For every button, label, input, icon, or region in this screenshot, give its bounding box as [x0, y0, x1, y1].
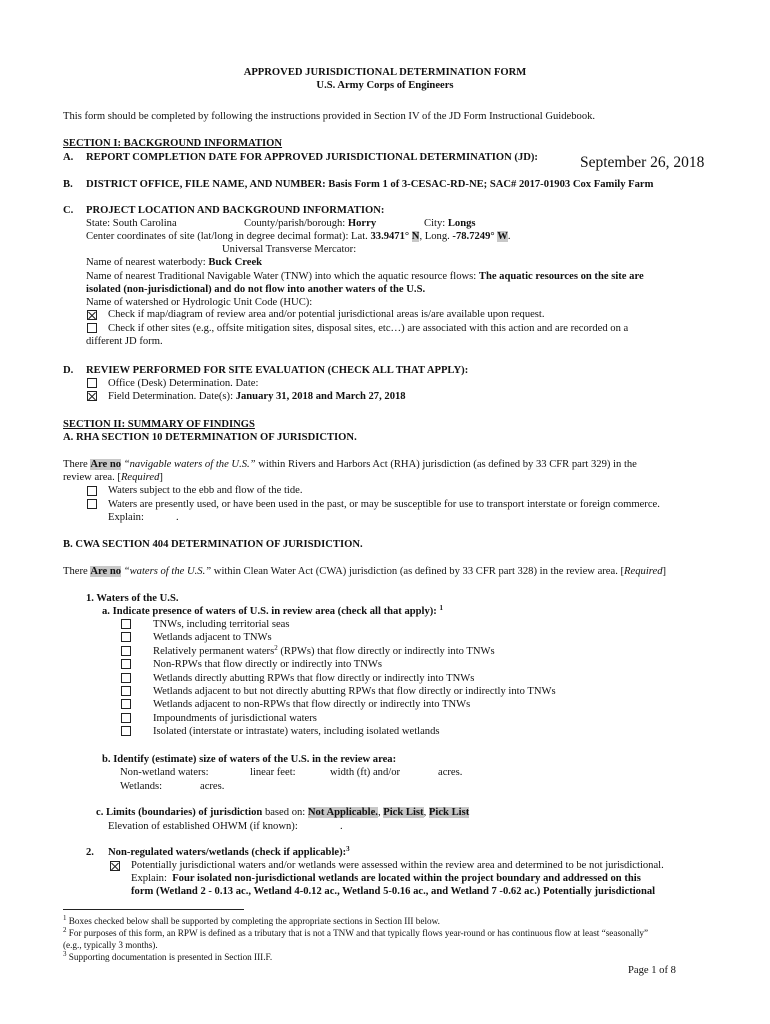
footnote-2-text: For purposes of this form, an RPW is defined as a tributary that is not a TNW and that typically flows year-round or has continuous flow at least “seasonally”: [66, 928, 649, 938]
footnote-3-text: Supporting documentation is presented in Section III.F.: [66, 952, 273, 962]
item2-explain-label: Explain:: [131, 873, 167, 884]
long-value[interactable]: -78.7249°: [452, 231, 495, 242]
field-dates-value[interactable]: January 31, 2018 and March 27, 2018: [235, 391, 406, 402]
item2-heading: [108, 846, 350, 859]
tnw-value-2[interactable]: isolated (non-jurisdictional) and do not flow into another waters of the U.S.: [86, 284, 426, 295]
rha-select[interactable]: Are no: [90, 459, 122, 470]
rpw-option-rest: (RPWs) that flow directly or indirectly into TNWs: [277, 646, 495, 657]
rha-tide-checkbox[interactable]: [87, 486, 97, 496]
item1a-text: a. Indicate presence of waters of U.S. in review area (check all that apply):: [102, 606, 437, 617]
state-value[interactable]: South Carolina: [112, 218, 177, 229]
item2-explain-text-2[interactable]: form (Wetland 2 - 0.13 ac., Wetland 4-0.12 ac., Wetland 5-0.16 ac., and Wetland 7 -0.62 ac.) Potentially jurisdictional: [131, 886, 656, 897]
other-sites-label: Check if other sites (e.g., offsite mitigation sites, disposal sites, etc…) are associated with this action and are recorded on a: [108, 323, 629, 334]
waters-option-label: [153, 698, 470, 711]
waters-option-text: Isolated (interstate or intrastate) waters, including isolated wetlands: [153, 726, 440, 737]
other-sites-label-cont: different JD form.: [86, 336, 163, 347]
rha-heading: A. RHA SECTION 10 DETERMINATION OF JURISDICTION.: [63, 432, 357, 443]
map-available-label: Check if map/diagram of review area and/or potential jurisdictional areas is/are available upon request.: [108, 309, 545, 320]
nonwetland-label: Non-wetland waters:: [120, 767, 209, 778]
item2-text: Non-regulated waters/wetlands (check if applicable):: [108, 847, 347, 858]
city-label: City:: [424, 218, 446, 229]
waters-option-text: TNWs, including territorial seas: [153, 619, 290, 630]
county-value[interactable]: Horry: [347, 218, 377, 229]
limits-select-1[interactable]: Not Applicable.: [307, 807, 378, 818]
form-title: APPROVED JURISDICTIONAL DETERMINATION FORM: [243, 67, 527, 78]
long-direction[interactable]: W: [497, 231, 508, 242]
item2-explain-text-1[interactable]: Four isolated non-jurisdictional wetlands are located within the project boundary and addressed on this: [172, 873, 641, 884]
city-value[interactable]: Longs: [447, 218, 476, 229]
long-label: , Long.: [419, 231, 450, 242]
other-sites-checkbox[interactable]: [87, 323, 97, 333]
tnw-label: Name of nearest Traditional Navigable Water (TNW) into which the aquatic resource flows:: [86, 271, 477, 282]
waters-option-label: [153, 672, 474, 685]
field-determination-checkbox[interactable]: [87, 391, 97, 401]
waters-option-text: Wetlands directly abutting RPWs that flow directly or indirectly into TNWs: [153, 673, 475, 684]
field-determination-row: [108, 390, 406, 403]
map-available-checkbox[interactable]: [87, 310, 97, 320]
footnote-2-cont: (e.g., typically 3 months).: [63, 940, 158, 950]
coords-label: Center coordinates of site (lat/long in degree decimal format): Lat.: [86, 231, 368, 242]
linear-feet-label[interactable]: linear feet:: [250, 767, 296, 778]
office-desk-checkbox[interactable]: [87, 378, 97, 388]
waters-option-label: [153, 631, 272, 644]
item1b-heading: b. Identify (estimate) size of waters of the U.S. in the review area:: [102, 754, 397, 765]
coords-period: .: [507, 231, 511, 242]
completion-date-field[interactable]: September 26, 2018: [580, 154, 705, 171]
state-label: State:: [86, 218, 111, 229]
waterbody-row: [86, 256, 262, 269]
rpw-footnote-ref: 2: [274, 644, 278, 652]
rha-commerce-checkbox[interactable]: [87, 499, 97, 509]
waters-checkbox[interactable]: [121, 686, 131, 696]
utm-label: Universal Transverse Mercator:: [222, 244, 357, 255]
waters-checkbox[interactable]: [121, 673, 131, 683]
item-d-letter: D.: [63, 365, 74, 376]
item1-heading: 1. Waters of the U.S.: [86, 593, 179, 604]
waters-option-text: Wetlands adjacent to but not directly abutting RPWs that flow directly or indirectly into TNWs: [153, 686, 556, 697]
waters-option-label: [153, 712, 317, 725]
limits-select-3[interactable]: Pick List: [428, 807, 470, 818]
waterbody-label: Name of nearest waterbody:: [86, 257, 206, 268]
cwa-quote: “waters of the U.S.”: [123, 566, 212, 577]
waters-checkbox[interactable]: [121, 699, 131, 709]
wetlands-size-label: Wetlands:: [120, 781, 163, 792]
footnote-1-num: 1: [63, 914, 67, 922]
item-d-heading: REVIEW PERFORMED FOR SITE EVALUATION (CHECK ALL THAT APPLY):: [86, 365, 469, 376]
wetlands-acres-label[interactable]: acres.: [200, 781, 225, 792]
ohwm-field[interactable]: .: [340, 821, 343, 832]
waters-option-text: Relatively permanent waters: [153, 646, 275, 657]
item-a-letter: A.: [63, 152, 74, 163]
footnote-3-num: 3: [63, 950, 67, 958]
waters-option-text: Non-RPWs that flow directly or indirectly into TNWs: [153, 659, 383, 670]
item1c-label: c. Limits (boundaries) of jurisdiction: [96, 807, 263, 818]
waters-option-label: [153, 645, 495, 658]
county-row: [244, 217, 376, 230]
page-number: Page 1 of 8: [628, 965, 676, 976]
limits-select-2[interactable]: Pick List: [383, 807, 424, 818]
item-c-letter: C.: [63, 205, 74, 216]
city-row: [424, 217, 476, 230]
footnote-2: [63, 928, 648, 939]
waters-checkbox[interactable]: [121, 713, 131, 723]
required-label: Required: [120, 472, 160, 483]
cwa-heading: B. CWA SECTION 404 DETERMINATION OF JURISDICTION.: [63, 539, 363, 550]
waters-checkbox[interactable]: [121, 619, 131, 629]
section2-heading: SECTION II: SUMMARY OF FINDINGS: [63, 419, 255, 430]
width-label[interactable]: width (ft) and/or: [330, 767, 401, 778]
rha-explain-field[interactable]: .: [176, 512, 179, 523]
waters-option-label: [153, 658, 382, 671]
ohwm-label: Elevation of established OHWM (if known):: [108, 821, 298, 832]
tnw-row: [86, 270, 644, 283]
rha-pre: There: [63, 459, 88, 470]
waters-checkbox[interactable]: [121, 726, 131, 736]
item1a-footnote-ref: 1: [439, 604, 443, 612]
huc-label: Name of watershed or Hydrologic Unit Code (HUC):: [86, 297, 313, 308]
footnote-2-num: 2: [63, 926, 67, 934]
item1c-row: [96, 806, 469, 819]
rha-commerce-label: Waters are presently used, or have been used in the past, or may be susceptible for use to transport interstate or foreign commerce.: [108, 499, 660, 510]
item2-number: 2.: [86, 847, 94, 858]
agency-name: U.S. Army Corps of Engineers: [316, 80, 454, 91]
cwa-select[interactable]: Are no: [90, 566, 122, 577]
non-regulated-checkbox[interactable]: [110, 861, 120, 871]
cwa-statement: [63, 565, 666, 578]
footnote-1: [63, 916, 440, 927]
item2-explain-row: [131, 872, 641, 885]
waters-checkbox[interactable]: [121, 646, 131, 656]
lat-direction[interactable]: N: [411, 231, 420, 242]
item1a-heading: [102, 605, 443, 618]
waters-option-text: Wetlands adjacent to TNWs: [153, 632, 272, 643]
item-b-text: DISTRICT OFFICE, FILE NAME, AND NUMBER: Basis Form 1 of 3-CESAC-RD-NE; SAC# 2017-01903 Cox Family Farm: [86, 179, 654, 190]
footnote-1-text: Boxes checked below shall be supported by completing the appropriate sections in Section III below.: [66, 916, 440, 926]
rha-line2-text: review area. [: [63, 472, 121, 483]
required-bracket: ]: [159, 472, 163, 483]
waters-option-text: Wetlands adjacent to non-RPWs that flow directly or indirectly into TNWs: [153, 699, 471, 710]
waterbody-value[interactable]: Buck Creek: [208, 257, 263, 268]
section1-heading: SECTION I: BACKGROUND INFORMATION: [63, 138, 283, 149]
waters-option-label: [153, 618, 290, 631]
county-label: County/parish/borough:: [244, 218, 346, 229]
rha-tide-label: Waters subject to the ebb and flow of the tide.: [108, 485, 303, 496]
state-row: [86, 217, 177, 230]
rha-explain-label: Explain:: [108, 512, 144, 523]
item-b-letter: B.: [63, 179, 73, 190]
tnw-value-1[interactable]: The aquatic resources on the site are: [478, 271, 644, 282]
lat-value[interactable]: 33.9471°: [370, 231, 410, 242]
cwa-post: within Clean Water Act (CWA) jurisdiction (as defined by 33 CFR part 328) in the review area. [: [213, 566, 625, 577]
footnote-divider: [63, 909, 244, 910]
waters-option-label: [153, 685, 556, 698]
footnote-3: [63, 952, 272, 963]
coordinates-row: [86, 230, 511, 243]
office-desk-label: Office (Desk) Determination. Date:: [108, 378, 259, 389]
non-regulated-label: Potentially jurisdictional waters and/or wetlands were assessed within the review area and determined to be not jurisdictional.: [131, 860, 664, 871]
cwa-pre: There: [63, 566, 88, 577]
item2-footnote-ref: 3: [346, 845, 350, 853]
rha-line2: [63, 471, 163, 484]
intro-text: This form should be completed by following the instructions provided in Section IV of the JD Form Instructional Guidebook.: [63, 111, 596, 122]
waters-checkbox[interactable]: [121, 659, 131, 669]
cwa-required-bracket: ]: [662, 566, 667, 577]
item-a-text: REPORT COMPLETION DATE FOR APPROVED JURISDICTIONAL DETERMINATION (JD):: [86, 152, 538, 163]
waters-option-label: [153, 725, 440, 738]
comma-1: ,: [377, 807, 381, 818]
item-c-heading: PROJECT LOCATION AND BACKGROUND INFORMATION:: [86, 205, 385, 216]
item1c-based: based on:: [264, 807, 306, 818]
waters-option-text: Impoundments of jurisdictional waters: [153, 713, 317, 724]
nonwetland-acres-label[interactable]: acres.: [438, 767, 463, 778]
cwa-required-label: Required: [624, 566, 663, 577]
waters-checkbox[interactable]: [121, 632, 131, 642]
rha-statement: [63, 458, 637, 471]
comma-2: ,: [423, 807, 427, 818]
rha-post: within Rivers and Harbors Act (RHA) jurisdiction (as defined by 33 CFR part 329) in the: [258, 459, 637, 470]
field-determination-label: Field Determination. Date(s):: [108, 391, 234, 402]
rha-quote: “navigable waters of the U.S.”: [123, 459, 256, 470]
